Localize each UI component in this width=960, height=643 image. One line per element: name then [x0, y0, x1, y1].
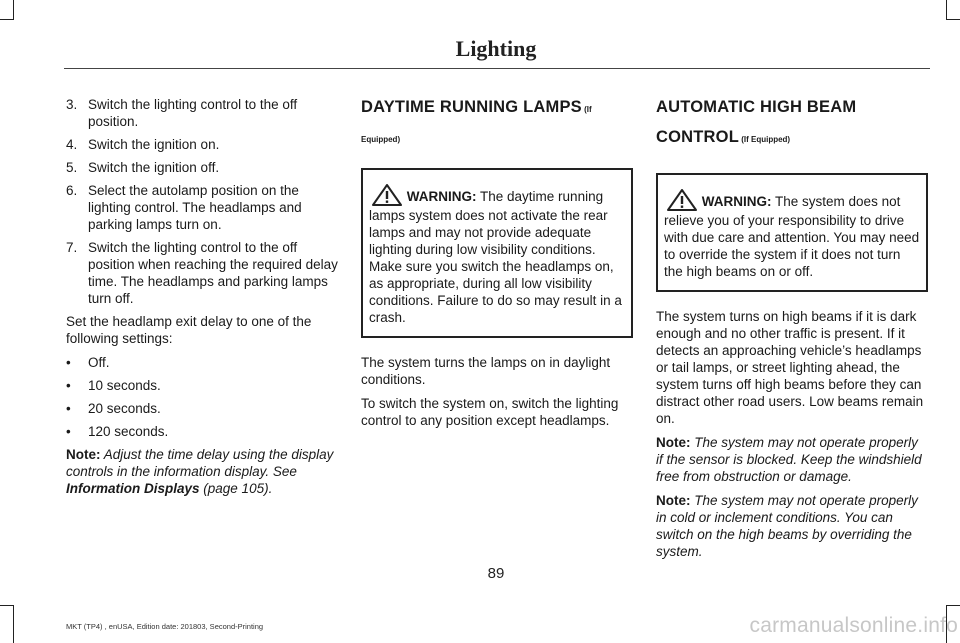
section-heading-continued	[656, 126, 928, 151]
body-paragraph: The system turns on high beams if it is dark enough and no other traffic is present. If it detects an approaching vehicle’s headlamps or tail lamps, or street lighting ahead, the system turns off high beams before they can distract other road users. Low beams remain on.	[656, 309, 924, 426]
step-number: 5.	[66, 160, 78, 175]
note-paragraph	[656, 434, 928, 485]
warning-label: WARNING:	[406, 189, 477, 204]
step-text: Switch the lighting control to the off position when reaching the required delay time. The headlamps and parking lamps turn off.	[88, 240, 338, 306]
step-number: 6.	[66, 183, 78, 198]
step-item	[66, 239, 338, 307]
step-item	[66, 159, 338, 176]
crop-mark-top-right-h	[946, 19, 960, 20]
column-right	[656, 96, 928, 567]
warning-triangle-icon	[371, 183, 403, 207]
step-number: 4.	[66, 137, 78, 152]
page-reference: (page 105).	[199, 481, 273, 496]
step-text: Select the autolamp position on the lighting control. The headlamps and parking lamps turn on.	[88, 183, 302, 232]
exit-delay-intro: Set the headlamp exit delay to one of the following settings:	[66, 314, 312, 346]
option-text: Off.	[88, 355, 110, 370]
section-heading	[361, 96, 633, 121]
list-item	[66, 377, 338, 394]
bullet-icon: •	[66, 378, 71, 393]
watermark: carmanualsonline.info	[749, 614, 958, 637]
list-item	[66, 354, 338, 371]
bullet-icon: •	[66, 401, 71, 416]
crop-mark-bottom-right-h	[946, 605, 960, 606]
step-text: Switch the ignition off.	[88, 160, 220, 175]
body-paragraph: The system turns the lamps on in daylight conditions.	[361, 355, 611, 387]
heading-qualifier-continued: Equipped)	[361, 135, 401, 144]
option-text: 120 seconds.	[88, 424, 169, 439]
page-header-title: Lighting	[455, 36, 537, 61]
steps-list	[66, 96, 338, 307]
note-text: Adjust the time delay using the display controls in the information display. See	[66, 447, 334, 479]
note-text: The system may not operate properly in cold or inclement conditions. You can switch on the high beams by overriding the system.	[656, 493, 918, 559]
body-paragraph: To switch the system on, switch the lighting control to any position except headlamps.	[361, 396, 619, 428]
step-text: Switch the lighting control to the off position.	[88, 97, 298, 129]
step-item	[66, 136, 338, 153]
crop-mark-top-left-v	[13, 0, 14, 20]
crop-mark-top-right-v	[946, 0, 947, 20]
note-paragraph	[66, 446, 338, 497]
warning-text: The daytime running lamps system does not activate the rear lamps and may not provide adequate lighting during low visibility conditions. Make sure you switch the headlamps on, as appropriate, during all low visibility conditions. Failure to do so may result in a crash.	[369, 189, 622, 325]
edition-footer: MKT (TP4) , enUSA, Edition date: 201803, Second-Printing	[66, 622, 264, 631]
crop-mark-bottom-left-v	[13, 605, 14, 643]
warning-label: WARNING:	[701, 194, 772, 209]
warning-box	[656, 173, 928, 292]
crop-mark-top-left-h	[0, 19, 14, 20]
header-rule	[64, 68, 930, 69]
heading-text: CONTROL	[656, 128, 739, 146]
step-number: 7.	[66, 240, 78, 255]
list-item	[66, 423, 338, 440]
step-text: Switch the ignition on.	[88, 137, 220, 152]
crop-mark-bottom-left-h	[0, 605, 14, 606]
warning-text: The system does not relieve you of your responsibility to drive with due care and attention. You may need to override the system if it does not turn the high beams on or off.	[664, 194, 920, 279]
step-item	[66, 96, 338, 130]
column-left	[66, 96, 338, 504]
section-heading: AUTOMATIC HIGH BEAM	[656, 98, 857, 116]
note-label: Note:	[656, 493, 691, 508]
warning-box	[361, 168, 633, 338]
note-label: Note:	[656, 435, 691, 450]
bullet-icon: •	[66, 355, 71, 370]
step-number: 3.	[66, 97, 78, 112]
note-label: Note:	[66, 447, 101, 462]
note-text: The system may not operate properly if the sensor is blocked. Keep the windshield free from obstruction or damage.	[656, 435, 922, 484]
step-item	[66, 182, 338, 233]
heading-qualifier: (If	[581, 105, 592, 114]
warning-triangle-icon	[666, 188, 698, 212]
option-text: 20 seconds.	[88, 401, 161, 416]
column-middle	[361, 96, 633, 436]
delay-options-list	[66, 354, 338, 440]
list-item	[66, 400, 338, 417]
page-number: 89	[487, 565, 505, 582]
heading-text: DAYTIME RUNNING LAMPS	[361, 98, 582, 116]
cross-reference-link[interactable]: Information Displays	[66, 481, 200, 496]
heading-qualifier: (If Equipped)	[738, 135, 791, 144]
bullet-icon: •	[66, 424, 71, 439]
option-text: 10 seconds.	[88, 378, 161, 393]
note-paragraph	[656, 492, 928, 560]
